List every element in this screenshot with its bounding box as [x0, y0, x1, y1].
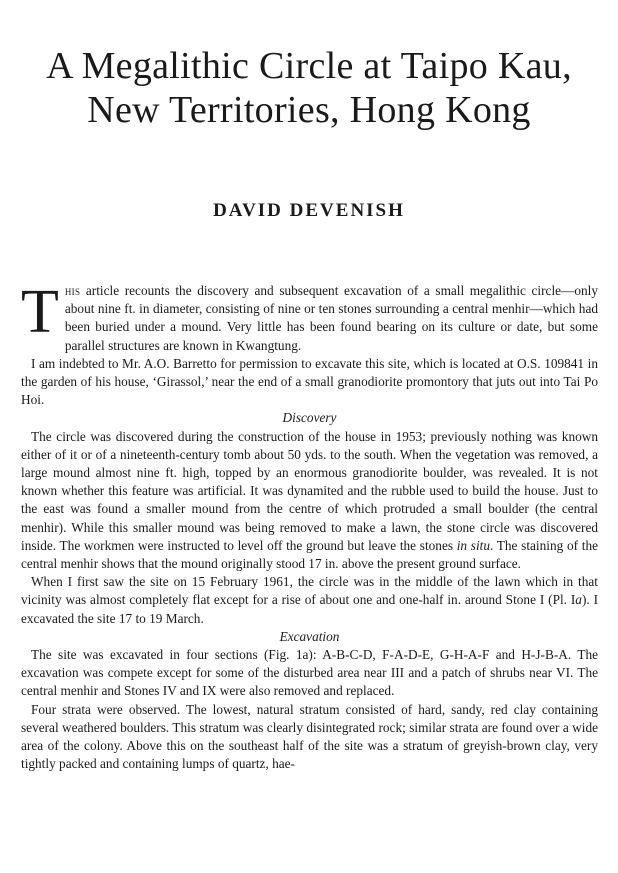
discovery-p2-italic: a	[575, 592, 582, 608]
section-heading-discovery: Discovery	[282, 410, 337, 426]
acknowledgement-paragraph: I am indebted to Mr. A.O. Barretto for permission to excavate this site, which is located at O.S. 109841 in the garden of his house, ‘Girassol,’ near the end of a small granodiorite promontory that juts out into Tai Po Hoi.	[21, 355, 598, 408]
author-name: DAVID DEVENISH	[213, 200, 405, 221]
intro-text: article recounts the discovery and subsequent excavation of a small megalithic circle—only about nine ft. in diameter, consisting of nine or ten stones surrounding a central menhir—which had been buried under a mound. Very little has been found bearing on its culture or date, but some parallel structures are known in Kwangtung.	[64, 283, 598, 353]
intro-paragraph	[21, 278, 598, 355]
discovery-paragraph-1	[21, 428, 598, 574]
discovery-p2-text-a: When I first saw the site on 15 February 1961, the circle was in the middle of the lawn which in that vicinity was almost completely flat except for a rise of about one and one-half in. around Stone I (Pl. I	[21, 574, 598, 608]
section-heading-excavation: Excavation	[279, 628, 340, 644]
discovery-p1-italic: in situ	[456, 537, 490, 553]
excavation-paragraph-1: The site was excavated in four sections (Fig. 1a): A-B-C-D, F-A-D-E, G-H-A-F and H-J-B-A. The excavation was compete except for some of the disturbed area near III and a patch of shrubs near VI. The central menhir and Stones IV and IX were also removed and replaced.	[21, 647, 598, 699]
excavation-paragraph-2: Four strata were observed. The lowest, natural stratum consisted of hard, sandy, red clay containing several weathered boulders. This stratum was clearly disintegrated rock; similar strata are found over a wide area of the colony. Above this on the southeast half of the site was a stratum of greyish-brown clay, very tightly packed and containing lumps of quartz, hae-	[21, 701, 598, 772]
discovery-p2-text-b: ). I excavated the site 17 to 19 March.	[21, 592, 599, 626]
intro-smallcaps: his	[64, 283, 81, 298]
article-body	[21, 278, 599, 773]
discovery-paragraph-2	[21, 573, 598, 628]
discovery-p1-text-b: . The staining of the central menhir shows that the mound originally stood 17 in. above the present ground surface.	[21, 537, 598, 572]
article-title-line-2: New Territories, Hong Kong	[87, 89, 531, 131]
article-title-line-1: A Megalithic Circle at Taipo Kau,	[46, 45, 572, 87]
discovery-p1-text-a: The circle was discovered during the construction of the house in 1953; previously nothing was known either of it or of a nineteenth-century tomb about 50 yds. to the south. When the vegetation was removed, a large mound almost nine ft. high, topped by an enormous granodiorite boulder, was revealed. It is not known whether this feature was artificial. It was dynamited and the rubble used to build the house. Just to the east was found a smaller mound from the centre of which protruded a small boulder (the central menhir). While this smaller mound was being removed to make a lawn, the stone circle was discovered inside. The workmen were instructed to level off the ground but leave the stones	[21, 428, 598, 553]
drop-cap: T	[21, 278, 59, 346]
